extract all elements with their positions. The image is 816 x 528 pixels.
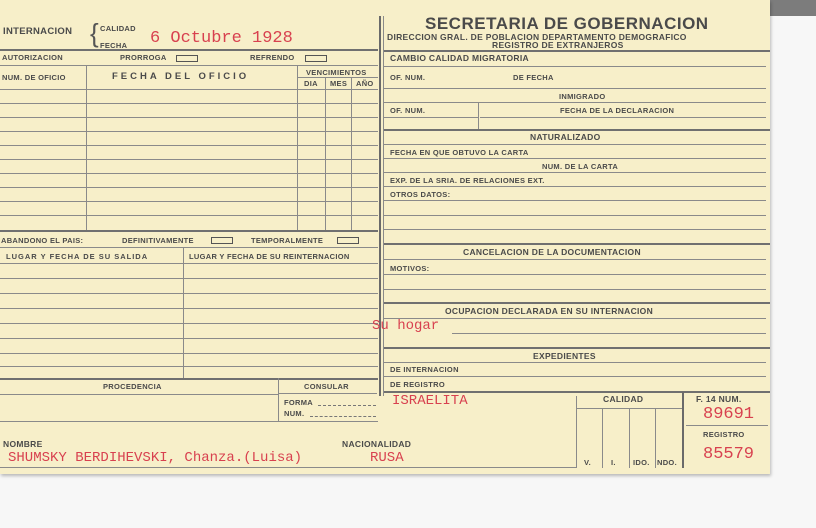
row-line — [0, 278, 378, 279]
divider — [686, 425, 768, 426]
col-divider — [682, 392, 684, 468]
mes-label: MES — [330, 79, 348, 88]
cambio-label: CAMBIO CALIDAD MIGRATORIA — [390, 53, 529, 63]
definitivamente-checkbox[interactable] — [211, 237, 233, 244]
calidad-col-ido: IDO. — [633, 458, 650, 467]
de-internacion-label: DE INTERNACION — [390, 365, 459, 374]
divider — [384, 318, 766, 319]
of-num2-label: OF. NUM. — [390, 106, 426, 115]
nombre-value: SHUMSKY BERDIHEVSKI, Chanza.(Luisa) — [8, 450, 303, 466]
divider — [384, 129, 770, 131]
row-line — [0, 103, 378, 104]
vencimientos-label: VENCIMIENTOS — [306, 68, 367, 77]
divider — [384, 362, 766, 363]
divider — [384, 50, 770, 52]
row-line — [0, 89, 378, 90]
divider — [0, 230, 378, 232]
motivos-label: MOTIVOS: — [390, 264, 430, 273]
nacionalidad-value: RUSA — [370, 450, 404, 466]
calidad-label: CALIDAD — [603, 394, 644, 404]
otros-datos-label: OTROS DATOS: — [390, 190, 451, 199]
calidad-col-i: I. — [611, 458, 616, 467]
col-divider — [629, 409, 630, 468]
temporalmente-checkbox[interactable] — [337, 237, 359, 244]
card-subtitle: DIRECCION GRAL. DE POBLACION DEPARTAMENTO DEMOGRAFICO — [387, 32, 687, 42]
fecha-declaracion-label: FECHA DE LA DECLARACION — [560, 106, 675, 115]
row-line — [0, 308, 378, 309]
divider — [384, 243, 770, 245]
divider — [384, 302, 770, 304]
prorroga-label: PRORROGA — [120, 53, 167, 62]
col-divider — [351, 77, 352, 230]
calidad-col-ndo: NDO. — [657, 458, 677, 467]
center-divider-inner — [383, 16, 384, 396]
num-carta-label: NUM. DE LA CARTA — [542, 162, 619, 171]
inmigrado-label: INMIGRADO — [559, 92, 606, 101]
anio-label: AÑO — [356, 79, 374, 88]
nacionalidad-label: NACIONALIDAD — [342, 439, 412, 449]
divider — [384, 172, 766, 173]
de-fecha-label: DE FECHA — [513, 73, 554, 82]
calidad-col-v: V. — [584, 458, 591, 467]
divider — [384, 274, 766, 275]
of-num-label: OF. NUM. — [390, 73, 426, 82]
naturalizado-label: NATURALIZADO — [530, 132, 601, 142]
brace-icon: { — [90, 18, 99, 48]
col-divider — [478, 102, 479, 130]
cancelacion-label: CANCELACION DE LA DOCUMENTACION — [463, 247, 641, 257]
ocupacion-value: Su hogar — [372, 318, 440, 334]
reinternacion-label: LUGAR Y FECHA DE SU REINTERNACION — [189, 252, 350, 261]
row-line — [0, 173, 378, 174]
refrendo-label: REFRENDO — [250, 53, 295, 62]
divider — [279, 393, 377, 394]
row-line — [0, 338, 378, 339]
divider — [0, 49, 378, 51]
nombre-label: NOMBRE — [3, 439, 43, 449]
col-divider — [86, 66, 87, 230]
row-line — [0, 293, 378, 294]
row-line — [0, 187, 378, 188]
fecha-value: 6 Octubre 1928 — [150, 29, 293, 48]
divider — [0, 247, 378, 248]
row-line — [0, 215, 378, 216]
fecha-oficio-label: FECHA DEL OFICIO — [112, 71, 250, 82]
divider — [384, 215, 766, 216]
row-line — [0, 117, 378, 118]
divider — [298, 77, 378, 78]
consular-label: CONSULAR — [304, 382, 349, 391]
refrendo-checkbox[interactable] — [305, 55, 327, 62]
divider — [0, 65, 378, 66]
num-oficio-label: NUM. DE OFICIO — [2, 73, 66, 82]
divider — [384, 289, 766, 290]
registro-label: REGISTRO — [703, 430, 745, 439]
divider — [0, 378, 378, 380]
prorroga-checkbox[interactable] — [176, 55, 198, 62]
num-label: NUM. — [284, 409, 305, 418]
salida-label: LUGAR Y FECHA DE SU SALIDA — [6, 252, 149, 261]
divider — [452, 333, 766, 334]
col-divider — [602, 409, 603, 468]
divider — [384, 117, 478, 118]
forma-field[interactable] — [318, 405, 376, 406]
row-line — [0, 159, 378, 160]
center-divider — [379, 16, 381, 396]
fecha-carta-label: FECHA EN QUE OBTUVO LA CARTA — [390, 148, 529, 157]
divider — [384, 186, 766, 187]
religion-value: ISRAELITA — [392, 393, 468, 409]
divider — [384, 259, 766, 260]
divider — [384, 200, 766, 201]
scan-background-edge — [770, 0, 816, 16]
col-divider — [183, 248, 184, 378]
card-title: SECRETARIA DE GOBERNACION — [425, 14, 709, 33]
row-line — [0, 201, 378, 202]
row-line — [0, 353, 378, 354]
divider — [384, 88, 766, 89]
divider — [0, 421, 378, 422]
divider — [0, 394, 278, 395]
row-line — [0, 263, 378, 264]
row-line — [0, 131, 378, 132]
registro-value: 85579 — [703, 445, 755, 464]
divider — [384, 66, 766, 67]
divider — [384, 102, 766, 103]
col-divider — [325, 77, 326, 230]
de-registro-label: DE REGISTRO — [390, 380, 445, 389]
temporalmente-label: TEMPORALMENTE — [251, 236, 324, 245]
col-divider — [297, 66, 298, 230]
card-subtitle-registro: REGISTRO DE EXTRANJEROS — [492, 40, 624, 50]
divider — [384, 158, 766, 159]
f14-value: 89691 — [703, 405, 755, 424]
row-line — [0, 145, 378, 146]
internacion-label: INTERNACION — [3, 26, 73, 37]
procedencia-label: PROCEDENCIA — [103, 382, 162, 391]
col-divider — [278, 378, 279, 422]
divider — [384, 347, 770, 349]
autorizacion-label: AUTORIZACION — [2, 53, 63, 62]
row-line — [0, 366, 378, 367]
calidad-border — [576, 396, 577, 468]
col-divider — [655, 409, 656, 468]
dia-label: DIA — [304, 79, 318, 88]
name-line — [0, 467, 576, 468]
ocupacion-label: OCUPACION DECLARADA EN SU INTERNACION — [445, 306, 654, 316]
divider — [384, 229, 766, 230]
divider — [384, 376, 766, 377]
calidad-label: CALIDAD — [100, 24, 136, 33]
exp-sria-label: EXP. DE LA SRIA. DE RELACIONES EXT. — [390, 176, 545, 185]
abandono-label: ABANDONO EL PAIS: — [1, 236, 84, 245]
forma-label: FORMA — [284, 398, 313, 407]
expedientes-label: EXPEDIENTES — [533, 351, 596, 361]
f14-label: F. 14 NUM. — [696, 394, 742, 404]
divider — [480, 117, 766, 118]
divider — [384, 144, 766, 145]
fecha-label: FECHA — [100, 41, 128, 50]
row-line — [0, 323, 378, 324]
definitivamente-label: DEFINITIVAMENTE — [122, 236, 194, 245]
num-field[interactable] — [310, 416, 376, 417]
